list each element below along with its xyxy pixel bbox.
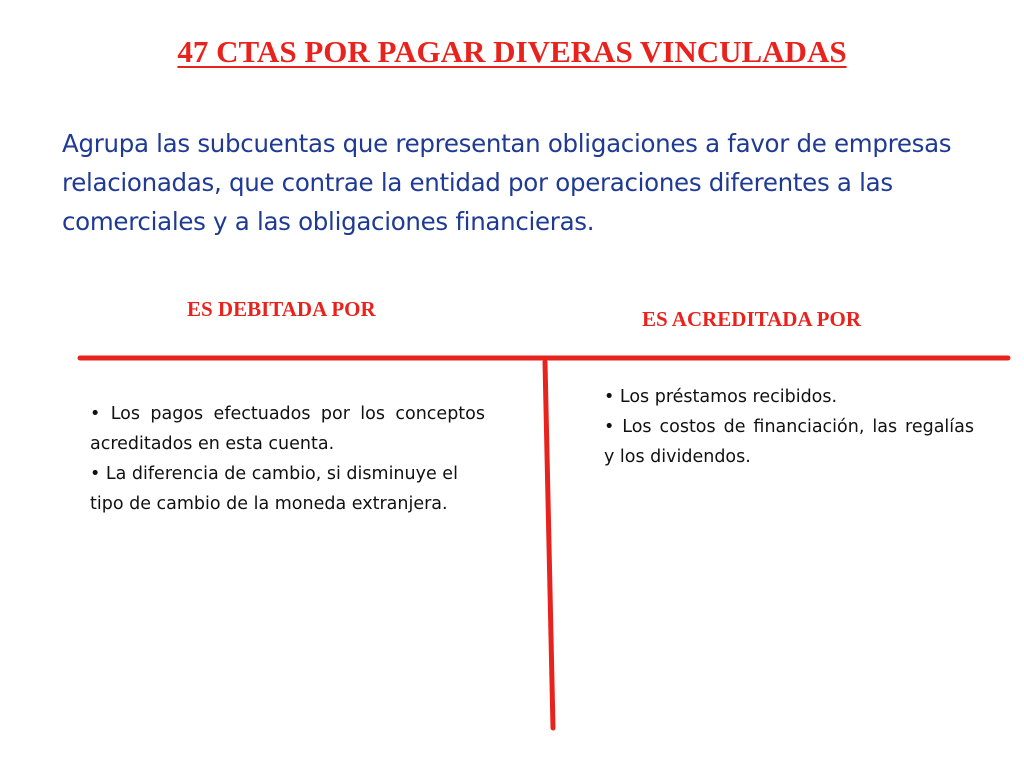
credit-list	[604, 382, 974, 472]
debit-item: • Los pagos efectuados por los conceptos acreditados en esta cuenta.	[90, 404, 485, 454]
t-account-vertical-line	[545, 362, 553, 728]
debit-list	[90, 399, 485, 519]
debit-item: • La diferencia de cambio, si disminuye el tipo de cambio de la moneda extranjera.	[90, 464, 458, 514]
account-description: Agrupa las subcuentas que representan obligaciones a favor de empresas relacionadas, que contrae la entidad por operaciones diferentes a las comerciales y a las obligaciones financieras.	[62, 129, 952, 236]
credit-heading: ES ACREDITADA POR	[642, 307, 861, 331]
page-title: 47 CTAS POR PAGAR DIVERAS VINCULADAS	[177, 34, 847, 69]
debit-heading: ES DEBITADA POR	[187, 297, 376, 321]
credit-item: • Los costos de financiación, las regalías y los dividendos.	[604, 417, 974, 467]
credit-item: • Los préstamos recibidos.	[604, 387, 838, 407]
